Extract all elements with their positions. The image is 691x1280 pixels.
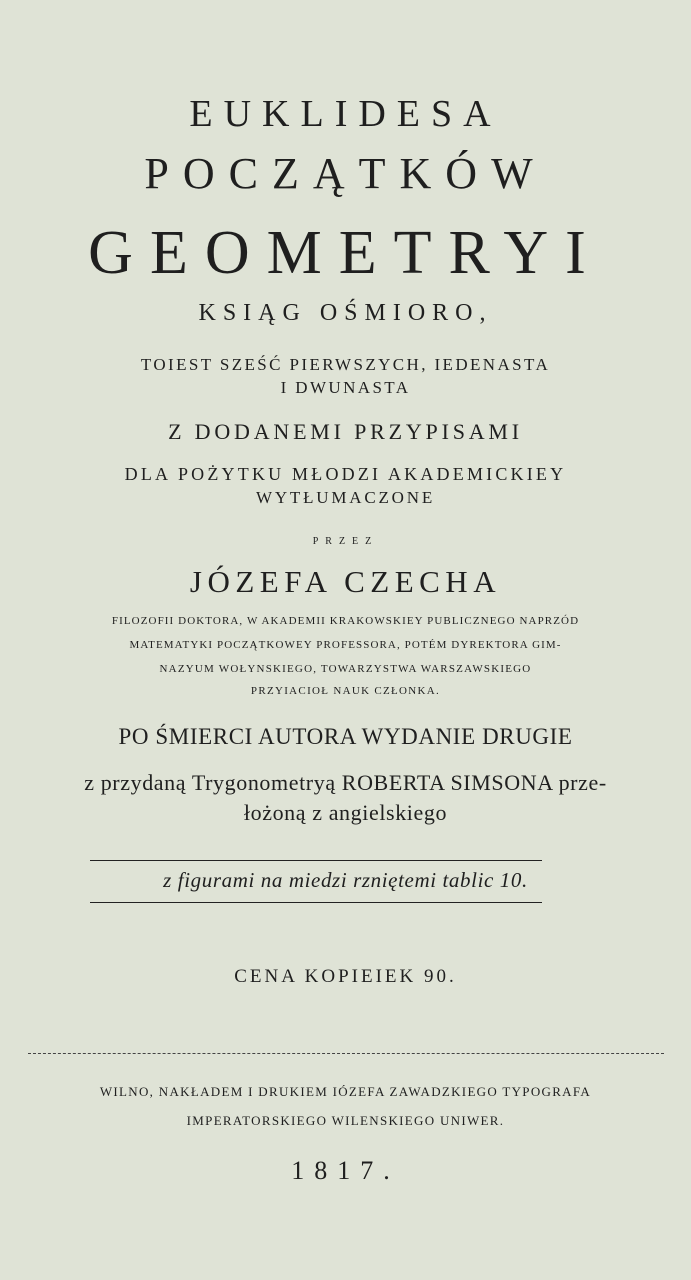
author-name: JÓZEFA CZECHA <box>189 564 502 599</box>
imprint-line-2: IMPERATORSKIEGO WILENSKIEGO UNIWER. <box>186 1113 505 1128</box>
author-credentials-2: MATEMATYKI POCZĄTKOWEY PROFESSORA, POTÉM DYREKTORA GIM- <box>129 639 562 651</box>
imprint-line-1: WILNO, NAKŁADEM I DRUKIEM IÓZEFA ZAWADZKIEGO TYPOGRAFA <box>99 1084 592 1099</box>
imprint-rule <box>28 1053 664 1054</box>
purpose-line-2: WYTŁUMACZONE <box>255 488 436 507</box>
author-credentials-4: PRZYIACIOŁ NAUK CZŁONKA. <box>250 685 441 697</box>
by-label: PRZEZ <box>312 536 379 547</box>
books-count: KSIĄG OŚMIORO, <box>198 300 493 326</box>
publication-year: 1817. <box>291 1156 400 1185</box>
addition-line-1: z przydaną Trygonometryą ROBERTA SIMSONA prze- <box>84 770 607 795</box>
price: CENA KOPIEIEK 90. <box>234 966 457 987</box>
author-credentials-1: FILOZOFII DOKTORA, W AKADEMII KRAKOWSKIEY PUBLICZNEGO NAPRZÓD <box>111 615 580 627</box>
figures-rule-bottom <box>90 902 542 903</box>
figures-note: z figurami na miedzi rznię​temi tablic 10. <box>163 868 528 892</box>
purpose-line-1: DLA POŻYTKU MŁODZI AKADEMICKIEY <box>124 464 567 484</box>
figures-rule-top <box>90 860 542 861</box>
with-notes: Z DODANEMI PRZYPISAMI <box>168 419 523 444</box>
addition-line-2: łożoną z angielskiego <box>243 800 448 825</box>
author-credentials-3: NAZYUM WOŁYNSKIEGO, TOWARZYSTWA WARSZAWSKIEGO <box>159 663 532 675</box>
books-description-2: I DWUNASTA <box>280 378 411 397</box>
books-description-1: TOIEST SZEŚĆ PIERWSZYCH, IEDENASTA <box>140 355 551 374</box>
title-euklidesa: EUKLIDESA <box>189 93 502 135</box>
edition-statement: PO ŚMIERCI AUTORA WYDANIE DRUGIE <box>118 724 573 749</box>
title-poczatkow: POCZĄTKÓW <box>144 149 547 198</box>
title-geometryi: GEOMETRYI <box>88 219 603 287</box>
